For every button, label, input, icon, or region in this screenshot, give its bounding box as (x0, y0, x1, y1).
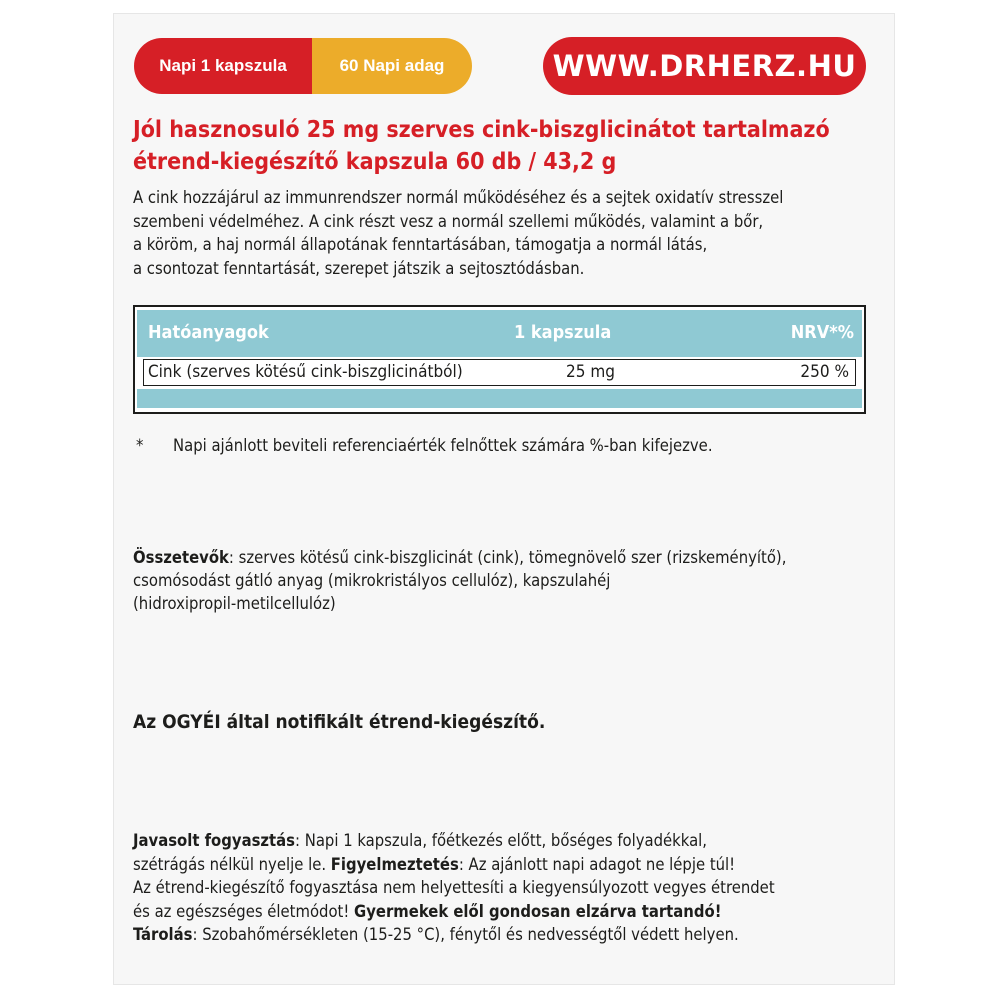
footnote-text: Napi ajánlott beviteli referenciaérték felnőttek számára %-ban kifejezve. (173, 436, 713, 455)
intro-text (133, 186, 868, 280)
regulatory-notice: Az OGYÉI által notifikált étrend-kiegészítő. (133, 711, 546, 733)
dosage-badge (134, 38, 472, 94)
intro-line: a csontozat fenntartását, szerepet játszik a sejtosztódásban. (133, 258, 585, 278)
ingredients-label: Összetevők (133, 548, 229, 567)
footnote-mark: * (136, 436, 144, 455)
header-nrv: NRV*% (790, 322, 854, 343)
header-per-capsule: 1 kapszula (514, 322, 612, 343)
usage-label: Javasolt fogyasztás (133, 831, 296, 850)
usage-section (133, 829, 868, 947)
daily-portions-badge: 60 Napi adag (312, 38, 472, 94)
ingredients-text: : szerves kötésű cink-biszglicinát (cink), tömegnövelő szer (rizskeményítő), (228, 548, 787, 567)
warning-text: : Az ajánlott napi adagot ne lépje túl! (458, 854, 736, 874)
daily-dose-badge: Napi 1 kapszula (134, 38, 312, 94)
ingredients-section (133, 546, 868, 615)
table-header (137, 310, 862, 357)
storage-label: Tárolás (133, 925, 193, 944)
usage-text: Az étrend-kiegészítő fogyasztása nem helyettesíti a kiegyensúlyozott vegyes étrendet (133, 878, 775, 897)
table-footer-band (137, 389, 862, 408)
usage-text: szétrágás nélkül nyelje le. (133, 854, 331, 874)
ingredients-text: csomósodást gátló anyag (mikrokristályos cellulóz), kapszulahéj (133, 571, 611, 590)
nutrition-table (133, 305, 866, 414)
storage-text: : Szobahőmérsékleten (15-25 °C), fénytől és nedvességtől védett helyen. (192, 925, 739, 944)
website-link[interactable]: WWW.DRHERZ.HU (543, 37, 866, 95)
table-row (143, 359, 856, 386)
intro-line: A cink hozzájárul az immunrendszer normál működéséhez és a sejtek oxidatív stresszel (133, 188, 784, 207)
usage-text: és az egészséges életmódot! (133, 901, 355, 921)
header-active-ingredients: Hatóanyagok (148, 322, 269, 343)
usage-text: : Napi 1 kapszula, főétkezés előtt, bőséges folyadékkal, (295, 831, 708, 850)
ingredient-amount: 25 mg (566, 362, 615, 382)
headline-line: Jól hasznosuló 25 mg szerves cink-biszglicinátot tartalmazó (133, 117, 830, 143)
warning-label: Figyelmeztetés (330, 854, 459, 874)
intro-line: a köröm, a haj normál állapotának fenntartásában, támogatja a normál látás, (133, 235, 708, 254)
intro-line: szembeni védelméhez. A cink részt vesz a normál szellemi működés, valamint a bőr, (133, 211, 764, 231)
headline-line: étrend-kiegészítő kapszula 60 db / 43,2 g (133, 149, 617, 175)
children-warning: Gyermekek elől gondosan elzárva tartandó! (354, 901, 722, 921)
ingredient-nrv: 250 % (800, 362, 849, 382)
product-headline (133, 114, 873, 178)
ingredient-name: Cink (szerves kötésű cink-biszglicinátból) (148, 362, 463, 382)
ingredients-text: (hidroxipropil-metilcellulóz) (133, 594, 336, 613)
